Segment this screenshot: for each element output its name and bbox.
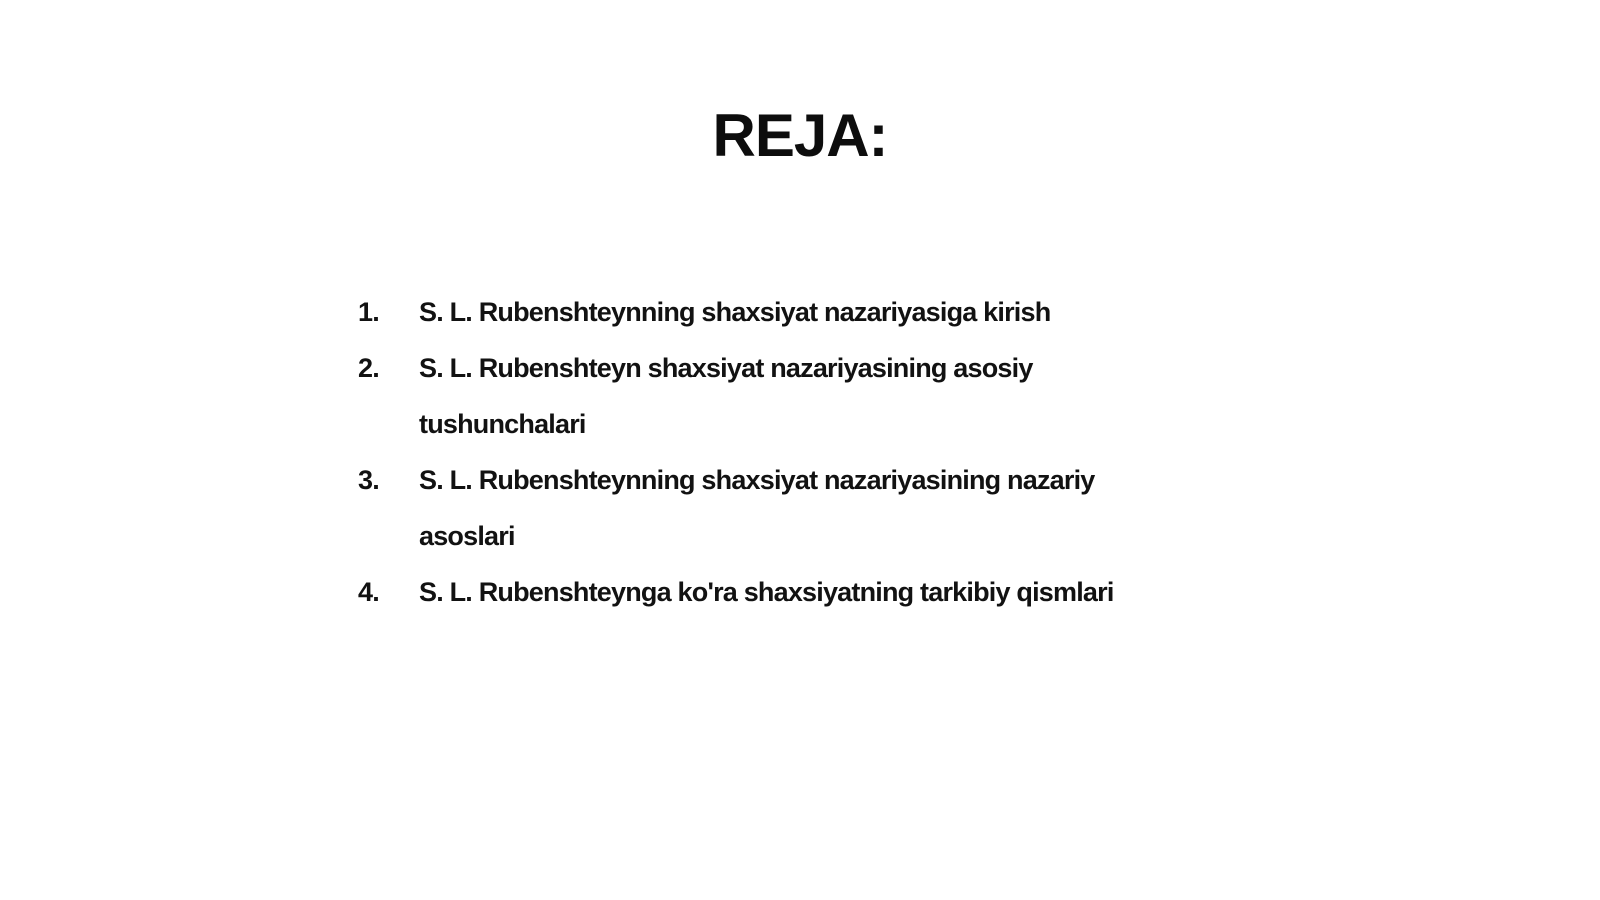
- plan-item-number: 3.: [358, 465, 379, 495]
- plan-item-text: [419, 452, 1178, 564]
- plan-item-number: 2.: [358, 353, 379, 383]
- plan-item-text: [419, 340, 1178, 452]
- plan-list: [358, 284, 1178, 620]
- plan-item-line: asoslari: [419, 521, 515, 551]
- plan-item-line: S. L. Rubenshteyn shaxsiyat nazariyasining asosiy: [419, 353, 1033, 383]
- plan-item-line: tushunchalari: [419, 409, 586, 439]
- plan-item-line: S. L. Rubenshteynga ko'ra shaxsiyatning tarkibiy qismlari: [419, 577, 1114, 607]
- plan-item-2: [358, 340, 1178, 452]
- plan-item-4: [358, 564, 1178, 620]
- plan-item-text: [419, 564, 1178, 620]
- plan-item-3: [358, 452, 1178, 564]
- plan-item-text: [419, 284, 1178, 340]
- plan-item-line: S. L. Rubenshteynning shaxsiyat nazariyasiga kirish: [419, 297, 1051, 327]
- plan-item-number: 4.: [358, 577, 379, 607]
- plan-item-1: [358, 284, 1178, 340]
- slide-title: REJA:: [712, 102, 888, 169]
- plan-item-line: S. L. Rubenshteynning shaxsiyat nazariyasining nazariy: [419, 465, 1095, 495]
- plan-item-number: 1.: [358, 297, 379, 327]
